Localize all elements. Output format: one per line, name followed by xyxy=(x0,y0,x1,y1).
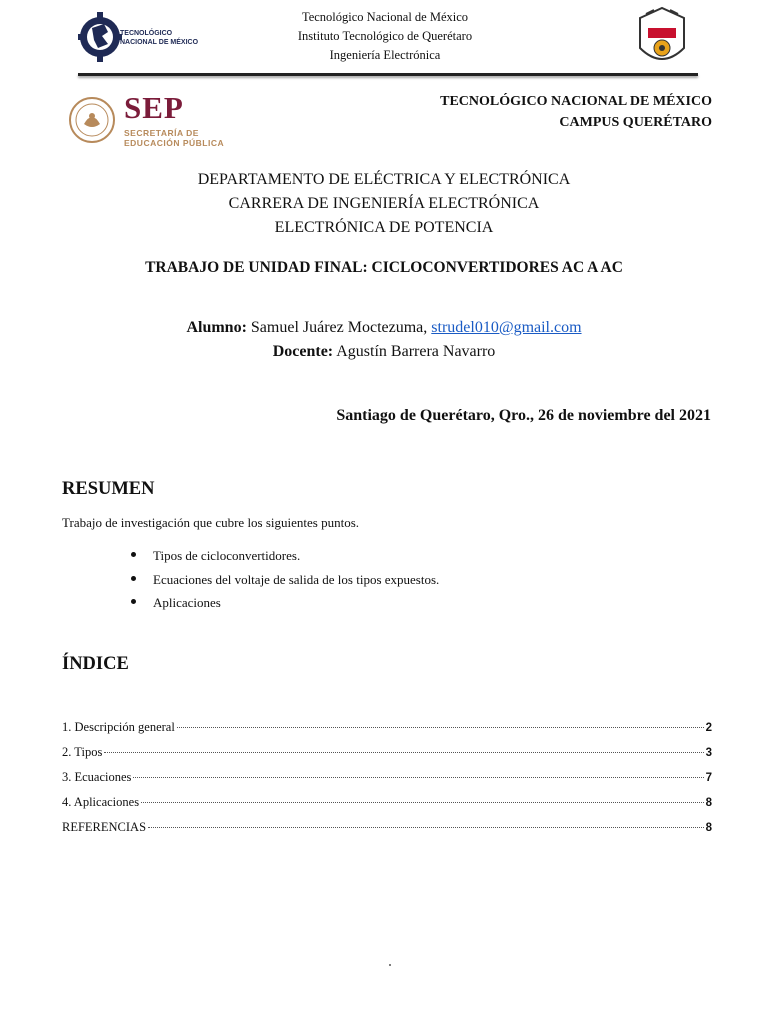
teacher-name: Agustín Barrera Navarro xyxy=(336,343,496,360)
toc-entry-label: 1. Descripción general xyxy=(62,720,175,734)
list-item: Tipos de cicloconvertidores. xyxy=(130,544,439,568)
teacher-label: Docente: xyxy=(272,343,334,360)
toc-entry-label: 2. Tipos xyxy=(62,745,103,759)
department-line1: DEPARTAMENTO DE ELÉCTRICA Y ELECTRÓNICA xyxy=(197,171,571,188)
toc-leader-dots xyxy=(133,777,703,778)
student-line xyxy=(0,316,768,340)
list-item: Ecuaciones del voltaje de salida de los tipos expuestos. xyxy=(130,568,439,592)
sep-seal-icon xyxy=(68,96,116,144)
document-date: Santiago de Querétaro, Qro., 26 de noviembre del 2021 xyxy=(336,407,711,424)
toc-entry-page: 8 xyxy=(705,797,712,809)
student-label: Alumno: xyxy=(186,319,247,336)
sep-logo-word: SEP xyxy=(124,90,184,125)
summary-heading: RESUMEN xyxy=(62,479,155,499)
toc-leader-dots xyxy=(104,752,703,753)
toc-entry[interactable] xyxy=(62,770,712,795)
header-center-text xyxy=(230,8,540,65)
toc-entry-page: 2 xyxy=(705,722,712,734)
page-footer-dot xyxy=(389,964,391,966)
sep-logo-subtitle xyxy=(124,128,224,148)
people-block xyxy=(0,316,768,364)
toc-entry-label: 4. Aplicaciones xyxy=(62,795,140,809)
toc-entry-page: 7 xyxy=(705,772,712,784)
toc-entry[interactable] xyxy=(62,820,712,845)
toc-entry[interactable] xyxy=(62,745,712,770)
student-name: Samuel Juárez Moctezuma, xyxy=(250,319,428,336)
department-line2: CARRERA DE INGENIERÍA ELECTRÓNICA xyxy=(228,195,540,212)
list-item: Aplicaciones xyxy=(130,591,439,615)
toc-entry-page: 3 xyxy=(705,747,712,759)
toc-entry-label: REFERENCIAS xyxy=(62,820,147,834)
toc-leader-dots xyxy=(148,827,704,828)
index-heading: ÍNDICE xyxy=(62,654,129,674)
header-line-career: Ingeniería Electrónica xyxy=(329,48,441,62)
student-email-link[interactable]: strudel010@gmail.com xyxy=(431,319,582,336)
sep-sub-line2: EDUCACIÓN PÚBLICA xyxy=(124,138,225,148)
institution-line2: CAMPUS QUERÉTARO xyxy=(559,115,712,130)
tecnm-logo-text xyxy=(120,29,198,47)
summary-bullet-list xyxy=(130,544,439,615)
teacher-line xyxy=(0,340,768,364)
department-block xyxy=(0,168,768,240)
institution-line1: TECNOLÓGICO NACIONAL DE MÉXICO xyxy=(440,94,712,109)
tecnm-logo-line1: TECNOLÓGICO xyxy=(120,30,173,37)
header-divider xyxy=(78,73,698,76)
toc-entry[interactable] xyxy=(62,720,712,745)
institution-block xyxy=(440,91,712,133)
itq-logo-icon xyxy=(634,4,690,70)
summary-intro: Trabajo de investigación que cubre los siguientes puntos. xyxy=(62,515,360,530)
toc-entry-label: 3. Ecuaciones xyxy=(62,770,132,784)
table-of-contents xyxy=(62,720,712,845)
tecnm-logo-line2: NACIONAL DE MÉXICO xyxy=(120,39,199,46)
header-line-itq: Instituto Tecnológico de Querétaro xyxy=(297,29,473,43)
toc-entry[interactable] xyxy=(62,795,712,820)
toc-leader-dots xyxy=(177,727,704,728)
sep-sub-line1: SECRETARÍA DE xyxy=(124,128,199,138)
document-title: TRABAJO DE UNIDAD FINAL: CICLOCONVERTIDORES AC A AC xyxy=(145,259,623,276)
department-line3: ELECTRÓNICA DE POTENCIA xyxy=(274,219,494,236)
header-line-tnm: Tecnológico Nacional de México xyxy=(301,10,469,24)
toc-leader-dots xyxy=(141,802,704,803)
toc-entry-page: 8 xyxy=(705,822,712,834)
